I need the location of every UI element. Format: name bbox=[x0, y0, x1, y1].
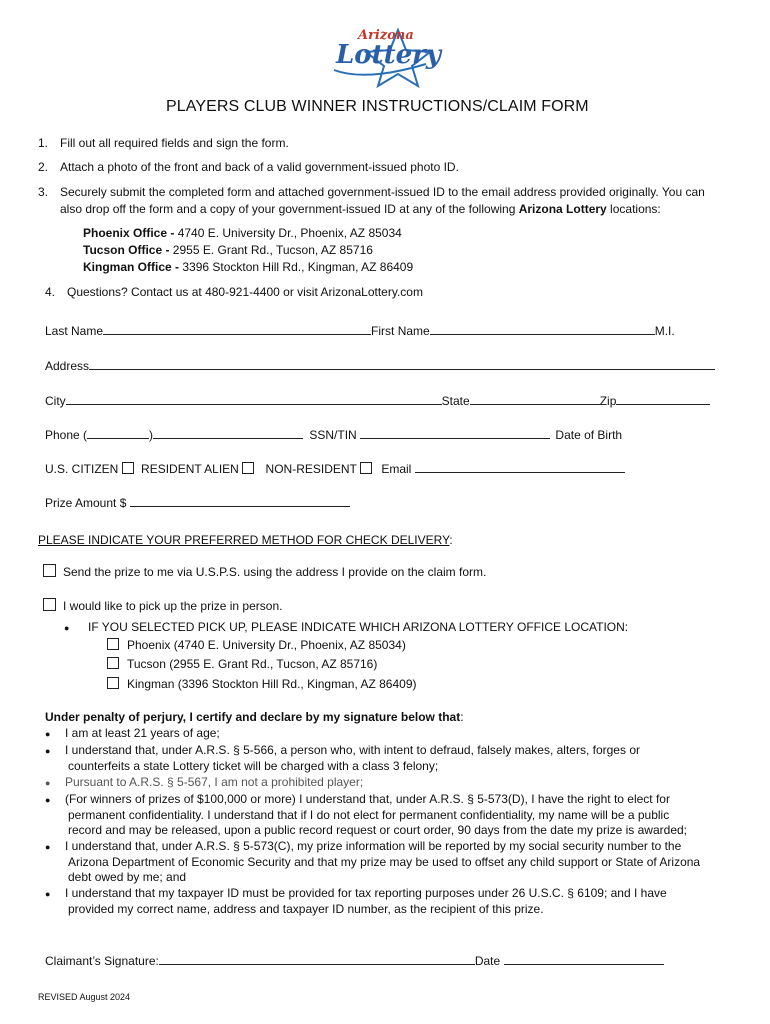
cert-line: provided my correct name, address and taxpayer ID number, as the recipient of this prize. bbox=[68, 902, 544, 916]
resident-alien-checkbox[interactable] bbox=[242, 462, 254, 474]
us-citizen-label: U.S. CITIZEN bbox=[45, 462, 119, 476]
logo-lottery-text: Lottery bbox=[336, 40, 441, 70]
cert-item bbox=[45, 726, 735, 742]
date-field[interactable] bbox=[504, 952, 664, 965]
delivery-heading-text: PLEASE INDICATE YOUR PREFERRED METHOD FOR CHECK DELIVERY bbox=[38, 533, 450, 547]
city-label: City bbox=[45, 394, 66, 408]
pickup-option-label: I would like to pick up the prize in person. bbox=[63, 599, 283, 613]
mi-label: M.I. bbox=[654, 324, 675, 338]
bullet: ● bbox=[45, 795, 51, 805]
office-address: 3396 Stockton Hill Rd., Kingman, AZ 86409 bbox=[182, 260, 414, 274]
resident-alien-label: RESIDENT ALIEN bbox=[141, 462, 239, 476]
instruction-num: 3. bbox=[38, 185, 49, 199]
office-kingman bbox=[83, 260, 413, 275]
instruction-text: Securely submit the completed form and attached government-issued ID to the email address provided originally. You can bbox=[60, 185, 705, 199]
phone-label: Phone ( bbox=[45, 428, 88, 442]
office-name: Kingman Office - bbox=[83, 260, 183, 274]
cert-line: I am at least 21 years of age; bbox=[65, 726, 220, 740]
instruction-num: 2. bbox=[38, 160, 49, 174]
signature-label: Claimant’s Signature: bbox=[45, 954, 159, 968]
cert-line: debt owed by me; and bbox=[68, 870, 187, 884]
phone-row bbox=[45, 426, 622, 443]
revision-footer: REVISED August 2024 bbox=[38, 992, 131, 1002]
name-row bbox=[45, 322, 675, 339]
state-label: State bbox=[441, 394, 470, 408]
bullet: ● bbox=[45, 842, 51, 852]
location-kingman-checkbox[interactable] bbox=[107, 677, 119, 689]
bullet: ● bbox=[45, 889, 51, 899]
cert-item bbox=[45, 743, 735, 759]
certification-heading-text: Under penalty of perjury, I certify and declare by my signature below that bbox=[45, 710, 461, 724]
cert-item bbox=[45, 792, 735, 808]
instruction-text: locations: bbox=[606, 202, 661, 216]
cert-item-cont bbox=[45, 855, 735, 870]
ssn-label: SSN/TIN bbox=[309, 428, 357, 442]
address-field[interactable] bbox=[89, 357, 715, 370]
certification-heading bbox=[45, 710, 464, 725]
questions-num: 4. bbox=[45, 285, 56, 299]
signature-row bbox=[45, 952, 664, 969]
location-phoenix bbox=[107, 638, 406, 653]
office-address: 4740 E. University Dr., Phoenix, AZ 85034 bbox=[177, 226, 402, 240]
location-label: Phoenix (4740 E. University Dr., Phoenix, AZ 85034) bbox=[127, 638, 406, 652]
non-resident-checkbox[interactable] bbox=[360, 462, 372, 474]
non-resident-label: NON-RESIDENT bbox=[265, 462, 357, 476]
arizona-lottery-logo bbox=[326, 26, 441, 88]
office-address: 2955 E. Grant Rd., Tucson, AZ 85716 bbox=[172, 243, 373, 257]
date-label: Date bbox=[474, 954, 501, 968]
location-tucson-checkbox[interactable] bbox=[107, 657, 119, 669]
office-name: Phoenix Office - bbox=[83, 226, 178, 240]
questions-line bbox=[45, 285, 423, 300]
cert-item-cont bbox=[45, 759, 735, 774]
pickup-note bbox=[64, 620, 628, 636]
cert-item bbox=[45, 886, 735, 902]
instruction-text: also drop off the form and a copy of your government-issued ID at any of the following bbox=[60, 202, 519, 216]
cert-item-cont bbox=[45, 902, 735, 917]
instruction-2 bbox=[38, 160, 459, 175]
ssn-field[interactable] bbox=[360, 426, 550, 439]
location-tucson bbox=[107, 657, 377, 672]
cert-item bbox=[45, 775, 735, 791]
email-field[interactable] bbox=[415, 460, 625, 473]
address-label: Address bbox=[45, 359, 90, 373]
prize-amount-label: Prize Amount $ bbox=[45, 496, 127, 510]
zip-label: Zip bbox=[599, 394, 617, 408]
cert-line: record and may be released, upon a public record request or court order, 90 days from the date my prize is awarded; bbox=[68, 823, 687, 837]
phone-close: ) bbox=[149, 428, 154, 442]
bullet: ● bbox=[45, 729, 51, 739]
logo-arizona-text: Arizona bbox=[358, 28, 414, 43]
cert-line: (For winners of prizes of $100,000 or more) I understand that, under A.R.S. § 5-573(D), I have the right to elect for bbox=[65, 792, 670, 806]
prize-amount-field[interactable] bbox=[130, 494, 350, 507]
instruction-text: Attach a photo of the front and back of a valid government-issued photo ID. bbox=[60, 160, 459, 174]
phone-field[interactable] bbox=[153, 426, 303, 439]
cert-line: Arizona Department of Economic Security and that my prize may be used to offset any child support or State of Arizona bbox=[68, 855, 701, 869]
cert-line: permanent confidentiality. I understand that if I do not elect for permanent confidentiality, my name will be a public bbox=[68, 808, 670, 822]
cert-item-cont bbox=[45, 808, 735, 823]
signature-field[interactable] bbox=[159, 952, 475, 965]
bullet: ● bbox=[45, 746, 51, 756]
cert-line: I understand that, under A.R.S. § 5-573(C), my prize information will be reported by my social security number to the bbox=[65, 839, 682, 853]
dob-label: Date of Birth bbox=[555, 428, 623, 442]
zip-field[interactable] bbox=[616, 392, 710, 405]
mail-option-label: Send the prize to me via U.S.P.S. using the address I provide on the claim form. bbox=[63, 565, 487, 579]
instruction-3-cont bbox=[60, 202, 661, 217]
state-field[interactable] bbox=[470, 392, 600, 405]
pickup-checkbox[interactable] bbox=[43, 598, 56, 611]
last-name-field[interactable] bbox=[103, 322, 371, 335]
bullet: ● bbox=[64, 623, 70, 633]
cert-line: Pursuant to A.R.S. § 5-567, I am not a prohibited player; bbox=[65, 775, 364, 789]
delivery-heading bbox=[38, 533, 453, 548]
first-name-label: First Name bbox=[371, 324, 430, 338]
first-name-field[interactable] bbox=[430, 322, 655, 335]
phone-area-field[interactable] bbox=[87, 426, 149, 439]
delivery-heading-colon: : bbox=[449, 533, 453, 547]
certification-list bbox=[45, 726, 735, 917]
location-label: Tucson (2955 E. Grant Rd., Tucson, AZ 85716) bbox=[127, 657, 378, 671]
cert-line: I understand that my taxpayer ID must be provided for tax reporting purposes under 26 U.S.C. § 6109; and I have bbox=[65, 886, 667, 900]
page-title: PLAYERS CLUB WINNER INSTRUCTIONS/CLAIM FORM bbox=[166, 98, 589, 115]
office-phoenix bbox=[83, 226, 402, 241]
cert-item-cont bbox=[45, 823, 735, 838]
location-label: Kingman (3396 Stockton Hill Rd., Kingman, AZ 86409) bbox=[127, 677, 417, 691]
cert-line: I understand that, under A.R.S. § 5-566, a person who, with intent to defraud, falsely makes, alters, forges or bbox=[65, 743, 640, 757]
last-name-label: Last Name bbox=[45, 324, 104, 338]
cert-item-cont bbox=[45, 870, 735, 885]
delivery-option-mail bbox=[43, 564, 486, 580]
us-citizen-checkbox[interactable] bbox=[122, 462, 134, 474]
cert-item bbox=[45, 839, 735, 855]
city-field[interactable] bbox=[66, 392, 442, 405]
office-tucson bbox=[83, 243, 373, 258]
certification-heading-colon: : bbox=[460, 710, 464, 724]
pickup-note-text: IF YOU SELECTED PICK UP, PLEASE INDICATE WHICH ARIZONA LOTTERY OFFICE LOCATION: bbox=[88, 620, 629, 634]
bullet: ● bbox=[45, 778, 51, 788]
delivery-option-pickup bbox=[43, 598, 282, 614]
citizenship-row bbox=[45, 460, 625, 477]
instruction-text: Fill out all required fields and sign the form. bbox=[60, 136, 289, 150]
instruction-num: 1. bbox=[38, 136, 49, 150]
email-label: Email bbox=[381, 462, 412, 476]
instruction-1 bbox=[38, 136, 289, 151]
mail-checkbox[interactable] bbox=[43, 564, 56, 577]
location-kingman bbox=[107, 677, 417, 692]
questions-text: Questions? Contact us at 480-921-4400 or visit ArizonaLottery.com bbox=[67, 285, 423, 299]
office-name: Tucson Office - bbox=[83, 243, 173, 257]
instruction-text-bold: Arizona Lottery bbox=[518, 202, 607, 216]
location-phoenix-checkbox[interactable] bbox=[107, 638, 119, 650]
instruction-3 bbox=[38, 185, 705, 200]
prize-amount-row bbox=[45, 494, 350, 511]
cert-line: counterfeits a state Lottery ticket will be charged with a class 3 felony; bbox=[68, 759, 439, 773]
city-row bbox=[45, 392, 710, 409]
address-row bbox=[45, 357, 715, 374]
